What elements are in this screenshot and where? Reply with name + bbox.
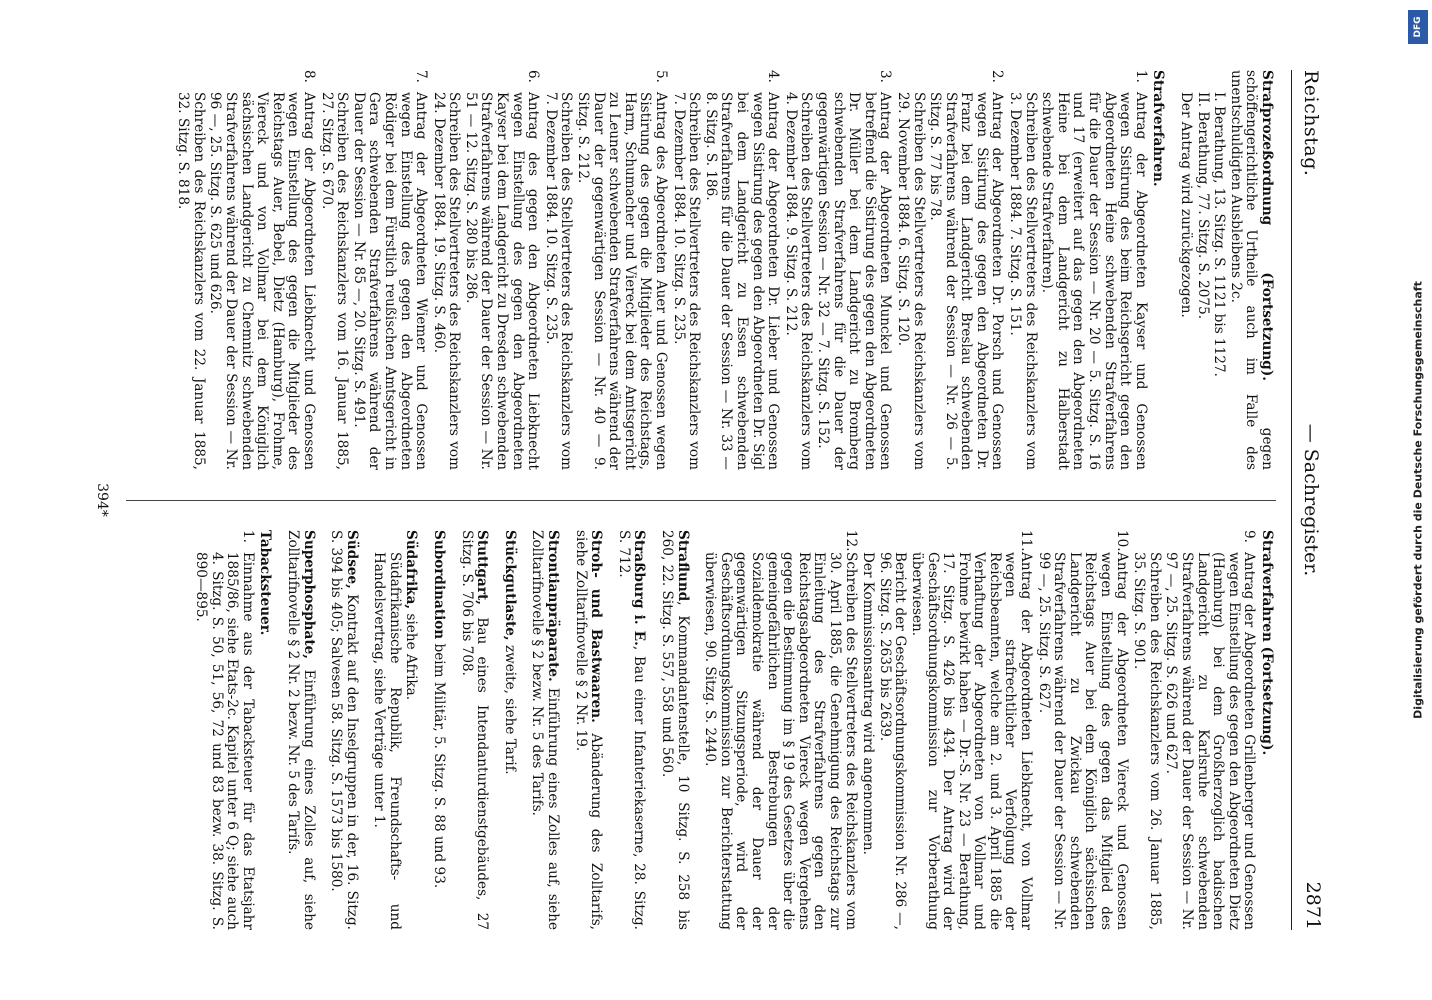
list-subitem: Schreiben des Stellvertreters des Reichskanzlers vom 4. Dezember 1884. 9. Sitzg. S. 212. (782, 92, 815, 470)
entry-stuttgart: Stuttgart, Bau eines Intendanturdienstgebäudes, 27 Sitzg. S. 706 bis 708. (458, 530, 491, 930)
list-item: 1.Antrag der Abgeordneten Kayser und Genossen wegen Sistirung des beim Reichsgericht gegen den Abgeordneten Heine schwebenden Strafverfahrens für die Dauer der Session — Nr. 20 — 5. Sitzg. S. 16 und 17 (erweitert auf das gegen den Abgeordneten Heine bei dem Landgericht zu Halberstadt schwebende Strafverfahren). (1039, 70, 1149, 470)
list-item: 7.Antrag der Abgeordneten Wiemer und Genossen wegen Einstellung des gegen den Abgeordneten Rödiger bei dem Fürstlich reußischen Amtsgericht in Gera schwebenden Strafverfahrens während der Dauer der Session — Nr. 85 —, 20. Sitzg. S. 491. (350, 70, 430, 470)
list-subitem: Bericht der Geschäftsordnungskommission Nr. 286 —, 96. Sitzg. S. 2635 bis 2639. (876, 552, 909, 930)
entry-strafprozessordnung (1177, 70, 1274, 470)
column-left (163, 70, 1274, 470)
entry-suedafrika: Südafrika, siehe Afrika. Südafrikanische Republik, Freundschafts- und Handelsvertrag, siehe Verträge unter 1. (371, 530, 420, 930)
list-item: 3.Antrag der Abgeordneten Munckel und Genossen betreffend die Sistirung des gegen den Abgeordneten Dr. Müller bei dem Landgericht zu Bromberg schwebenden Strafverfahrens für die Dauer der gegenwärtigen Session — Nr. 32 — 7. Sitzg. S. 152. (814, 70, 894, 470)
list-item: 8.Antrag der Abgeordneten Liebknecht und Genossen wegen Einstellung des gegen die Mitglieder des Reichstags Auer, Bebel, Dietz (Hamburg), Frohme, Viereck und von Vollmar bei dem Königlich sächsischen Landgericht zu Chemnitz schwebenden Strafverfahrens während der Dauer der Session — Nr. 96 —, 25. Sitzg. S. 625 und 626. (207, 70, 317, 470)
entry-strafverfahren-cont (702, 530, 1274, 930)
entry-head: Strafverfahren (Fortsetzung). (1259, 530, 1275, 756)
list-item: 12.Schreiben des Stellvertreters des Reichskanzlers vom 30. April 1885, die Genehmigung des Reichstags zur Einleitung des Strafverfahrens gegen den Reichstagsabgeordneten Viereck wegen Vergehens gegen die Bestimmung im § 19 des Gesetzes über die gemeingefährlichen Bestrebungen der Sozialdemokratie während der Dauer der gegenwärtigen Sitzungsperiode, wird der Geschäftsordnungskommission zur Berichterstattung überwiesen, 90. Sitzg. S. 2440. (702, 530, 859, 930)
list-subitem: Schreiben des Reichskanzlers vom 22. Januar 1885, 32. Sitzg. S. 818. (175, 92, 207, 470)
entry-stueckgutlaste: Stückgutlaste, zweite, siehe Tarif. (501, 530, 518, 775)
list-item: 1.Einnahme aus der Tabacksteuer für das Etatsjahr 1885/86, siehe Etats-2c. Kapitel unter 6 Q; siehe auch 4. Sitzg. S. 50, 51, 56, 72 und 83 bezw. 38. Sitzg. S. 890—895. (192, 530, 256, 930)
column-right (180, 530, 1274, 930)
document-page (66, 30, 1366, 970)
list-subitem: Schreiben des Stellvertreters des Reichskanzlers vom 24. Dezember 1884. 19. Sitzg. S. 460. (430, 92, 463, 470)
page-header (1294, 70, 1328, 930)
entry-superphosphate: Superphosphate, Einführung eines Zolles auf, siehe Zolltarifnovelle § 2 Nr. 2 bezw. Nr. 5 des Tarifs. (284, 530, 317, 930)
entry-line: I. Berathung, 13. Sitzg. S. 1121 bis 1127. (1211, 92, 1228, 377)
page-footer-signature: 394* (94, 483, 110, 517)
page-number: 2871 (1302, 881, 1324, 930)
entry-stroh-bastwaaren: Stroh- und Bastwaaren. Abänderung des Zolltarifs, siehe Zolltarifnovelle § 2 Nr. 19. (572, 530, 605, 930)
entry-suedsee: Südsee, Kontrakt auf den Inselgruppen in der, 16. Sitzg. S. 394 bis 405; Salvesen 58. Sitzg. S. 1573 bis 1580. (328, 530, 360, 930)
list-item: 10.Antrag der Abgeordneten Viereck und Genossen wegen Einstellung des gegen das Mitglied des Reichstags Auer bei dem Königlich sächsischen Landgericht zu Zwickau schwebenden Strafverfahrens während der Dauer der Session — Nr. 99 —, 25. Sitzg. S. 627. (1035, 530, 1130, 930)
dfg-logo: DFG (1408, 10, 1428, 44)
entry-tabacksteuer: Tabacksteuer. 1.Einnahme aus der Tabacksteuer für das Etatsjahr 1885/86, siehe Etats-2c. Kapitel unter 6 Q; siehe auch 4. Sitzg. S. 50, 51, 56, 72 und 83 bezw. 38. Sitzg. S. 890—895. (192, 530, 274, 930)
entry-straflund: Straflund, Kommandantenstelle, 10 Sitzg. S. 258 bis 260, 22. Sitzg. S. 557, 558 und 560. (659, 530, 691, 930)
list-item: 6.Antrag des gegen den Abgeordneten Liebknecht wegen Einstellung des gegen den Abgeordneten Kayser bei dem Landgericht zu Dresden schwebenden Strafverfahrens während der Dauer der Session — Nr. 51 — 12. Sitzg. S. 280 bis 286. (462, 70, 542, 470)
stamp-text: Digitalisierung gefördert durch die Deutsche Forschungsgemeinschaft (1411, 281, 1425, 719)
list-subitem: Der Kommissionsantrag wird angenommen. (860, 552, 877, 855)
entry-strontianpraeparate: Strontianpräparate. Einführung eines Zolles auf, siehe Zolltarifnovelle § 2 bezw. Nr. 5 des Tarifs. (529, 530, 562, 930)
header-center: — Sachregister. (1300, 423, 1322, 577)
header-rule (1291, 70, 1292, 930)
entry-strafverfahren (175, 70, 1166, 470)
list-subitem: Schreiben des Stellvertreters des Reichskanzlers vom 7. Dezember 1884. 10. Sitzg. S. 235. (670, 92, 703, 470)
header-left: Reichstag. (1300, 70, 1322, 177)
entry-head: Strafverfahren. (1150, 70, 1167, 187)
list-item: 4.Antrag der Abgeordneten Dr. Lieber und Genossen wegen Sistirung des gegen den Abgeordneten Dr. Sigl bei dem Landgericht zu Essen schwebenden Strafverfahrens für die Dauer der Session — Nr. 33 — 8. Sitzg. S. 186. (702, 70, 782, 470)
list-subitem: Schreiben des Stellvertreters des Reichskanzlers vom 3. Dezember 1884. 7. Sitzg. S. 151. (1007, 92, 1039, 470)
entry-head: Strafprozeßordnung (Fortsetzung). (1259, 70, 1275, 381)
list-item: 11.Antrag der Abgeordneten Liebknecht, von Vollmar wegen strafrechtlicher Verfolgung der Reichsbeamten, welche am 2. und 3. April 1885 die Verhaftung der Abgeordneten von Vollmar und Frohme bewirkt haben — Dr.-S. Nr. 23 — Berathung, 17. Sitzg. S. 426 bis 434. Der Antrag wird der Geschäftsordnungskommission zur Vorberathung überwiesen. (908, 530, 1035, 930)
list-subitem: Schreiben des Stellvertreters des Reichskanzlers vom 29. November 1884. 6. Sitzg. S. 120. (894, 92, 927, 470)
list-item: 5.Antrag des Abgeordneten Auer und Genossen wegen Sistirung des gegen die Mitglieder des Reichstags, Harm, Schumacher und Viereck bei dem Amtsgericht zu Leuner schwebenden Strafverfahrens während der Dauer der gegenwärtigen Session — Nr. 40 — 9. Sitzg. S. 212. (575, 70, 670, 470)
list-item: 9.Antrag der Abgeordneten Grillenberger und Genossen wegen Einstellung des gegen den Abgeordneten Dietz (Hamburg) bei dem Großherzoglich badischen Landgericht zu Karlsruhe schwebenden Strafverfahrens während der Dauer der Session — Nr. 97 —, 25. Sitzg. S. 626 und 627. (1163, 530, 1258, 930)
list-subitem: Schreiben des Reichskanzlers vom 16. Januar 1885, 27. Sitzg. S. 670. (318, 92, 351, 470)
entry-subordination: Subordination beim Militär, 5. Sitzg. S. 88 und 93. (431, 530, 448, 889)
entry-text: gegen schöffengerichtliche Urtheile auch im Falle des unentschuldigten Ausbleibens 2c. (1227, 70, 1275, 470)
column-separator (126, 500, 1276, 501)
list-subitem: Schreiben des Stellvertreters des Reichskanzlers vom 7. Dezember 1884. 10. Sitzg. S. 235. (542, 92, 575, 470)
entry-line: II. Berathung, 77. Sitzg. S. 2075. (1194, 92, 1211, 320)
digitization-stamp (1404, 0, 1432, 1000)
list-item: 2.Antrag der Abgeordneten Dr. Porsch und Genossen wegen Sistirung des gegen den Abgeordneten Dr. Franz bei dem Landgericht Breslau schwebenden Strafverfahrens während der Session — Nr. 26 — 5. Sitzg. S. 77 bis 78. (927, 70, 1006, 470)
entry-strassburg: Straßburg i. E., Bau einer Infanteriekaserne, 28. Sitzg. S. 712. (615, 530, 648, 931)
list-subitem: Schreiben des Reichskanzlers vom 26. Januar 1885, 35. Sitzg. S. 901. (1131, 552, 1163, 930)
entry-line: Der Antrag wird zurückgezogen. (1178, 92, 1195, 318)
